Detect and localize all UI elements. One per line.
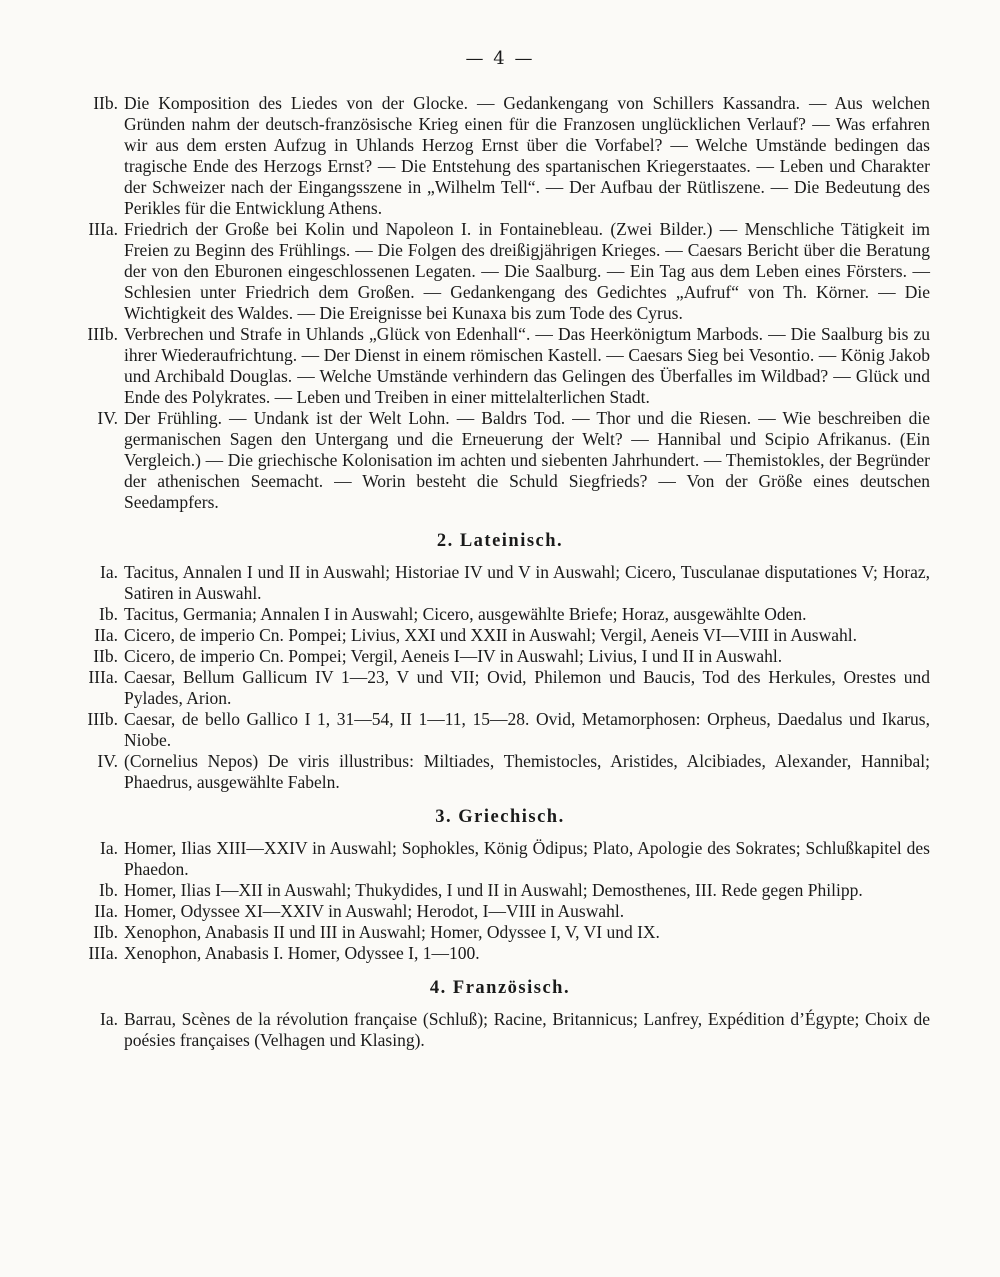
entry-text: Die Komposition des Liedes von der Glocke. — Gedankengang von Schillers Kassandra. — Aus welchen Gründen nahm der deutsch-französische Krieg einen für die Franzosen unglücklichen Verlauf? — Was erfahren wir aus dem ersten Aufzug in Uhlands Herzog Ernst über die Vorfabel? — Welche Umstände bedingen das tragische Ende des Herzogs Ernst? — Die Entstehung des spartanischen Kriegerstaates. — Leben und Charakter der Schweizer nach der Eingangsszene in „Wilhelm Tell“. — Der Aufbau der Rütliszene. — Die Bedeutung des Perikles für die Entwicklung Athens. — [124, 93, 930, 218]
german-essay-topics — [70, 93, 930, 513]
list-item — [70, 943, 930, 964]
entry-text: Xenophon, Anabasis I. Homer, Odyssee I, 1—100. — [124, 943, 480, 963]
entry-text: Caesar, Bellum Gallicum IV 1—23, V und VII; Ovid, Philemon und Baucis, Tod des Herkules, Orestes und Pylades, Arion. — [124, 667, 930, 708]
list-item — [70, 646, 930, 667]
entry-text: Tacitus, Annalen I und II in Auswahl; Historiae IV und V in Auswahl; Cicero, Tusculanae disputationes V; Horaz, Satiren in Auswahl. — [124, 562, 930, 603]
class-label: IV. — [97, 751, 118, 771]
entry-text: Barrau, Scènes de la révolution française (Schluß); Racine, Britannicus; Lanfrey, Expédition d’Égypte; Choix de poésies françaises (Velhagen und Klasing). — [124, 1009, 930, 1050]
entry-text: Caesar, de bello Gallico I 1, 31—54, II 1—11, 15—28. Ovid, Metamorphosen: Orpheus, Daedalus und Ikarus, Niobe. — [124, 709, 930, 750]
section-heading-french: 4. Französisch. — [429, 978, 571, 998]
list-item — [70, 667, 930, 709]
entry-text: Friedrich der Große bei Kolin und Napoleon I. in Fontainebleau. (Zwei Bilder.) — Menschliche Tätigkeit im Freien zu Beginn des Frühlings. — Die Folgen des dreißigjährigen Krieges. — Caesars Bericht über die Beratung der von den Eburonen eingeschlossenen Legaten. — Die Saalburg. — Ein Tag aus dem Leben eines Försters. — Schlesien unter Friedrich dem Großen. — Gedankengang des Gedichtes „Aufruf“ von Th. Körner. — Die Wichtigkeit des Waldes. — Die Ereignisse bei Kunaxa bis zum Tode des Cyrus. — [124, 219, 930, 323]
class-label: IIb. — [93, 646, 118, 666]
class-label: IIb. — [93, 93, 118, 113]
class-label: Ia. — [100, 562, 118, 582]
page-number: — 4 — — [465, 48, 535, 69]
class-label: IIa. — [94, 625, 118, 645]
list-item — [70, 838, 930, 880]
entry-text: Homer, Ilias I—XII in Auswahl; Thukydides, I und II in Auswahl; Demosthenes, III. Rede gegen Philipp. — [124, 880, 863, 900]
class-label: IIIa. — [88, 667, 118, 687]
class-label: IIa. — [94, 901, 118, 921]
list-item — [70, 324, 930, 408]
entry-text: Tacitus, Germania; Annalen I in Auswahl; Cicero, ausgewählte Briefe; Horaz, ausgewählte Oden. — [124, 604, 807, 624]
list-item — [70, 880, 930, 901]
list-item — [70, 751, 930, 793]
entry-text: Cicero, de imperio Cn. Pompei; Vergil, Aeneis I—IV in Auswahl; Livius, I und II in Auswahl. — [124, 646, 783, 666]
list-item — [70, 1009, 930, 1051]
class-label: Ib. — [99, 604, 118, 624]
entry-text: Cicero, de imperio Cn. Pompei; Livius, XXI und XXII in Auswahl; Vergil, Aeneis VI—VIII in Auswahl. — [124, 625, 857, 645]
list-item — [70, 562, 930, 604]
class-label: Ib. — [99, 880, 118, 900]
list-item — [70, 408, 930, 513]
class-label: IIIa. — [88, 219, 118, 239]
entry-text: Homer, Ilias XIII—XXIV in Auswahl; Sophokles, König Ödipus; Plato, Apologie des Sokrates; Schlußkapitel des Phaedon. — [124, 838, 930, 879]
entry-text: Xenophon, Anabasis II und III in Auswahl; Homer, Odyssee I, V, VI und IX. — [124, 922, 660, 942]
class-label: Ia. — [100, 1009, 118, 1029]
list-item — [70, 625, 930, 646]
class-label: IIb. — [93, 922, 118, 942]
greek-reading-list — [70, 838, 930, 964]
list-item — [70, 93, 930, 219]
list-item — [70, 219, 930, 324]
entry-text: Der Frühling. — Undank ist der Welt Lohn. — Baldrs Tod. — Thor und die Riesen. — Wie beschreiben die germanischen Sagen den Untergang und die Erneuerung der Welt? — Hannibal und Scipio Afrikanus. (Ein Vergleich.) — Die griechische Kolonisation im achten und siebenten Jahrhundert. — Themistokles, der Begründer der athenischen Seemacht. — Worin besteht die Schuld Siegfrieds? — Von der Größe eines deutschen Seedampfers. — [124, 408, 930, 512]
french-reading-list — [70, 1009, 930, 1051]
entry-text: Verbrechen und Strafe in Uhlands „Glück von Edenhall“. — Das Heerkönigtum Marbods. — Die Saalburg bis zu ihrer Wiederaufrichtung. — Der Dienst in einem römischen Kastell. — Caesars Sieg bei Vesontio. — König Jakob und Archibald Douglas. — Welche Umstände verhindern das Gelingen des Überfalles im Wildbad? — Glück und Ende des Polykrates. — Leben und Treiben in einer mittelalterlichen Stadt. — [124, 324, 930, 407]
list-item — [70, 709, 930, 751]
list-item — [70, 922, 930, 943]
list-item — [70, 604, 930, 625]
class-label: IIIb. — [87, 324, 118, 344]
class-label: IIIa. — [88, 943, 118, 963]
entry-text: Homer, Odyssee XI—XXIV in Auswahl; Herodot, I—VIII in Auswahl. — [124, 901, 625, 921]
list-item — [70, 901, 930, 922]
section-heading-latin: 2. Lateinisch. — [436, 531, 564, 551]
entry-text: (Cornelius Nepos) De viris illustribus: Miltiades, Themistocles, Aristides, Alcibiades, Alexander, Hannibal; Phaedrus, ausgewählte Fabeln. — [124, 751, 930, 792]
section-heading-greek: 3. Griechisch. — [435, 807, 565, 827]
class-label: IIIb. — [87, 709, 118, 729]
class-label: IV. — [97, 408, 118, 428]
latin-reading-list — [70, 562, 930, 793]
page-content — [70, 93, 930, 1051]
class-label: Ia. — [100, 838, 118, 858]
